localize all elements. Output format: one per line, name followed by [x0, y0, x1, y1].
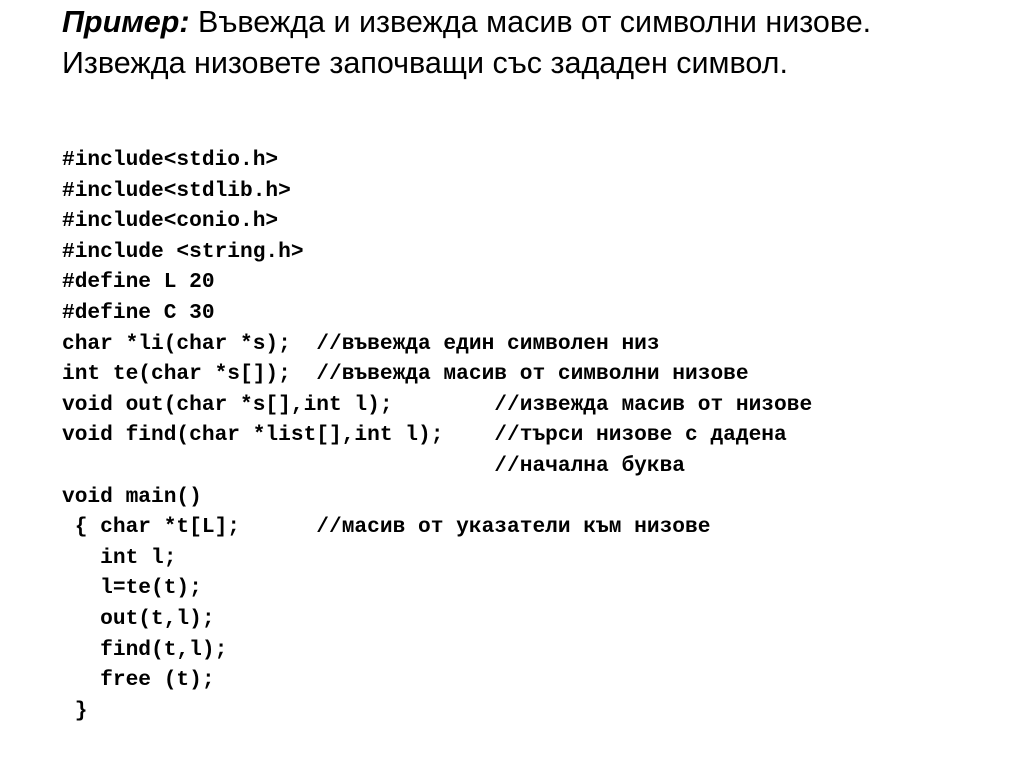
code-line: char *li(char *s); //въвежда един символен низ	[62, 331, 660, 356]
slide-heading	[62, 2, 962, 84]
code-line: #include <string.h>	[62, 239, 304, 264]
code-line: l=te(t);	[62, 576, 202, 601]
heading-label: Пример:	[62, 5, 190, 39]
code-line: #include<stdio.h>	[62, 148, 279, 172]
code-line: #include<conio.h>	[62, 209, 279, 234]
code-line: #define L 20	[62, 270, 215, 295]
code-line: free (t);	[62, 668, 215, 693]
code-line: }	[62, 698, 88, 723]
code-line: //начална буква	[62, 453, 686, 478]
code-line: find(t,l);	[62, 637, 228, 662]
code-line: out(t,l);	[62, 606, 215, 631]
code-line: void out(char *s[],int l); //извежда масив от низове	[62, 392, 813, 417]
code-listing	[62, 145, 812, 726]
code-line: #define C 30	[62, 300, 215, 325]
code-line: void main()	[62, 484, 202, 509]
code-line: int te(char *s[]); //въвежда масив от символни низове	[62, 362, 749, 387]
code-line: { char *t[L]; //масив от указатели към низове	[62, 515, 711, 540]
code-line: int l;	[62, 545, 177, 570]
heading-text: Въвежда и извежда масив от символни низове. Извежда низовете започващи със зададен символ.	[62, 5, 872, 80]
code-line: void find(char *list[],int l); //търси низове с дадена	[62, 423, 787, 448]
code-line: #include<stdlib.h>	[62, 178, 291, 203]
